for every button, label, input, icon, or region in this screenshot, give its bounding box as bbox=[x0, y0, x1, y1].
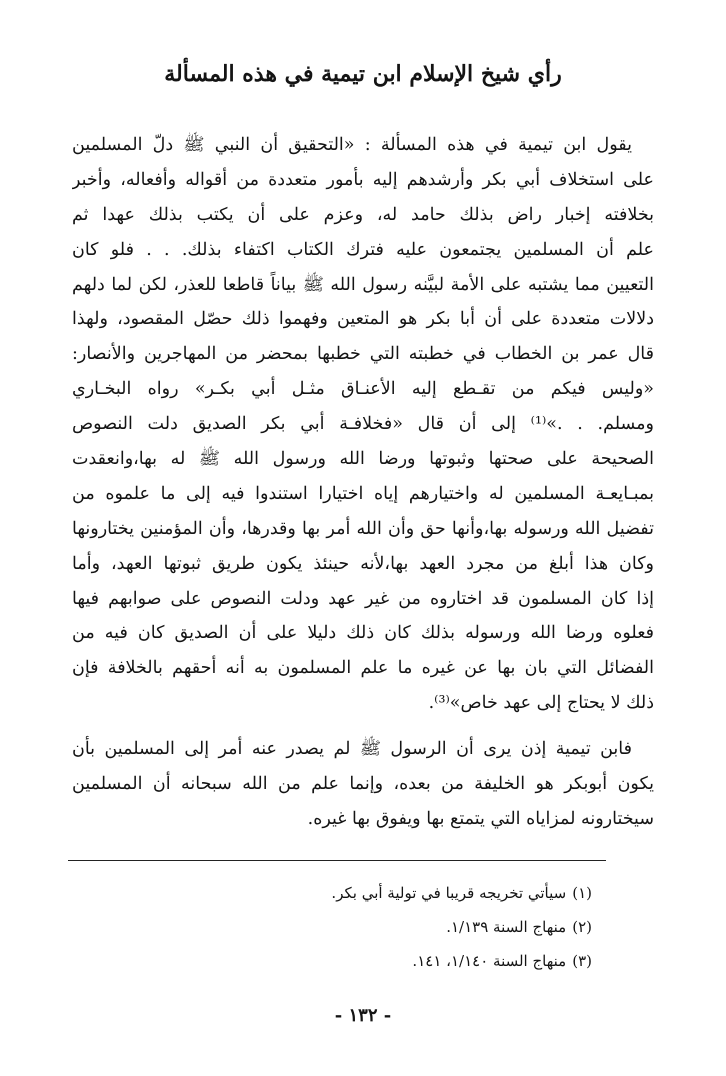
text-line: ذلك لا يحتاج إلى عهد خاص»⁽³⁾. bbox=[428, 693, 654, 714]
footnote-text: منهاج السنة ١/١٤٠، ١٤١. bbox=[412, 952, 567, 970]
text-line: يقول ابن تيمية في هذه المسألة : «التحقيق أن النبي ﷺ دلّ المسلمين bbox=[72, 135, 632, 155]
footnote-number: (١) bbox=[572, 884, 592, 902]
conclusion-paragraph bbox=[72, 732, 654, 837]
footnote-separator bbox=[68, 860, 606, 861]
text-line: إذا كان المسلمون قد اختاروه من غير عهد ودلت النصوص على صوابهم فيها bbox=[72, 588, 654, 609]
text-line: على استخلاف أبي بكر وأرشدهم إليه بأمور متعددة من أقواله وأفعاله، وأخبر bbox=[72, 169, 654, 190]
text-line: وكان هذا أبلغ من مجرد العهد بها،لأنه حينئذ يكون طريق ثبوتها العهد، وأما bbox=[72, 553, 654, 574]
text-line: علم أن المسلمين يجتمعون عليه فترك الكتاب اكتفاء بذلك. . . فلو كان bbox=[72, 239, 654, 260]
text-line: الفضائل التي بان بها عن غيره ما علم المسلمون به أنه أحقهم بالخلافة فإن bbox=[72, 658, 654, 679]
footnote-item bbox=[120, 944, 592, 978]
footnote-text: منهاج السنة ١/١٣٩. bbox=[446, 918, 567, 936]
text-line: بخلافته إخبار راض بذلك حامد له، وعزم على أن يكتب بذلك عهدا ثم bbox=[72, 204, 654, 225]
text-line: سيختارونه لمزاياه التي يتمتع بها ويفوق بها غيره. bbox=[307, 808, 654, 829]
text-line: التعيين مما يشتبه على الأمة لبيَّنه رسول الله ﷺ بياناً قاطعا للعذر، لكن لما دلهم bbox=[72, 274, 654, 295]
footnotes-list bbox=[120, 876, 592, 978]
text-line: دلالات متعددة على أن أبا بكر هو المتعين وفهموا ذلك حصّل المقصود، ولهذا bbox=[72, 309, 654, 330]
text-line: يكون أبوبكر هو الخليفة من بعده، وإنما علم من الله سبحانه أن المسلمين bbox=[72, 773, 654, 794]
text-line: بمبـايعـة المسلمين له واختيارهم إياه اختيارا استندوا فيه إلى ما علموه من bbox=[72, 483, 654, 504]
text-line: فعلوه ورضا الله ورسوله بذلك كان ذلك دليلا على أن الصديق كان فيه من bbox=[72, 623, 654, 644]
section-title: رأي شيخ الإسلام ابن تيمية في هذه المسألة bbox=[164, 61, 562, 87]
page-number: - ١٣٢ - bbox=[334, 1005, 392, 1026]
text-line: فابن تيمية إذن يرى أن الرسول ﷺ لم يصدر عنه أمر إلى المسلمين بأن bbox=[72, 739, 632, 759]
footnote-item bbox=[120, 876, 592, 910]
main-paragraph-quote bbox=[72, 128, 654, 721]
text-line: «وليس فيكم من تقـطع إليه الأعنـاق مثـل أبي بكـر» رواه البخـاري bbox=[72, 379, 654, 400]
footnote-number: (٢) bbox=[572, 918, 592, 936]
text-line: ومسلم. . .»⁽¹⁾ إلى أن قال «فخلافـة أبي بكر الصديق دلت النصوص bbox=[72, 414, 654, 435]
footnote-number: (٣) bbox=[572, 952, 592, 970]
footnote-text: سيأتي تخريجه قريبا في تولية أبي بكر. bbox=[331, 884, 567, 902]
footnote-item bbox=[120, 910, 592, 944]
text-line: قال عمر بن الخطاب في خطبته التي خطبها بمحضر من المهاجرين والأنصار: bbox=[72, 344, 654, 365]
text-line: تفضيل الله ورسوله بها،وأنها حق وأن الله أمر بها وقدرها، وأن المؤمنين يختارونها bbox=[72, 518, 654, 539]
text-line: الصحيحة على صحتها وثبوتها ورضا الله ورسول الله ﷺ له بها،وانعقدت bbox=[72, 449, 654, 470]
